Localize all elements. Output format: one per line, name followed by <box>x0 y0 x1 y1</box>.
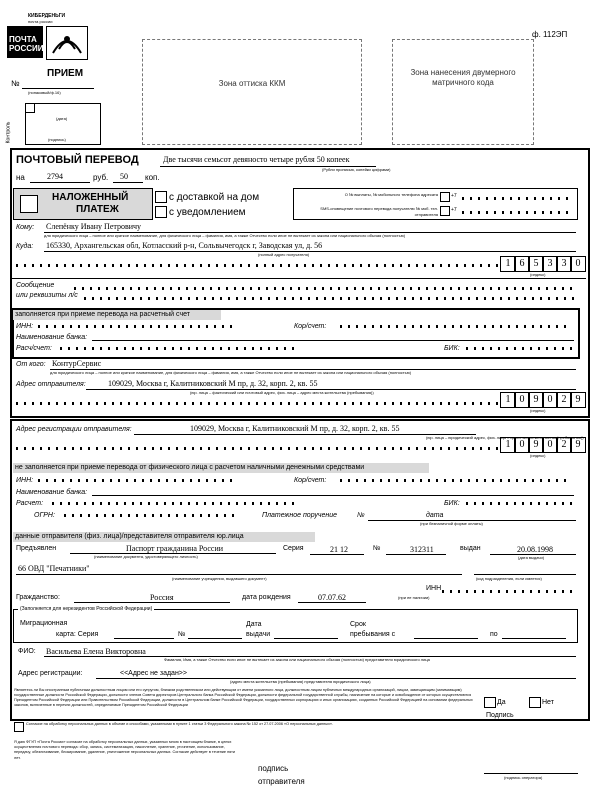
sender-index-sub: (индекс) <box>530 408 546 413</box>
ot-kogo-label: От кого: <box>16 361 46 368</box>
cash-korschet-field[interactable] <box>340 479 572 482</box>
amount-words-sub: (Рубли прописью, копейки цифрами) <box>322 167 391 172</box>
card-num-label: № <box>178 631 186 638</box>
payment-order-num-label: № <box>357 512 365 519</box>
term-to-label: по <box>490 631 498 638</box>
eagle-emblem-icon <box>46 26 88 60</box>
form-code: ф. 112ЭП <box>532 30 568 39</box>
issued-label: выдан <box>460 545 481 552</box>
yes-label: Да <box>497 699 506 706</box>
index-digit: 0 <box>514 437 530 453</box>
account-inn-field[interactable] <box>38 325 238 328</box>
account-raschet-label: Расч/счет: <box>16 345 52 352</box>
inn-person-label: ИНН <box>426 585 442 592</box>
account-bik-label: БИК: <box>444 345 460 352</box>
priem-number-sub: (понаковый/ф.16) <box>28 90 61 95</box>
registration-sub: (юр. лица – юридический адрес, физ. лица – адрес места жительства (пребывания)) <box>426 435 584 440</box>
home-delivery-label: с доставкой на дом <box>169 192 260 203</box>
na-label: на <box>16 173 25 182</box>
sender-sign-line2: отправителя <box>258 777 305 786</box>
index-digit: 1 <box>500 256 516 272</box>
komu-label: Кому: <box>16 224 35 231</box>
presented-label: Предъявлен <box>16 545 57 552</box>
plus7-sender: +7 <box>451 207 457 213</box>
sender-address-label: Адрес отправителя: <box>16 381 86 388</box>
payment-order-date-label: дата <box>426 512 444 519</box>
account-inn-label: ИНН: <box>16 323 34 330</box>
priem-number-label: № <box>11 79 20 88</box>
index-digit: 2 <box>556 392 572 408</box>
reg-sub: (адрес места жительства (пребывания) представителя юридического лица) <box>230 679 371 684</box>
sms-sender-label: SMS-оповещение почтового перевода получателю № моб. тел. отправителя <box>320 206 438 217</box>
home-delivery-checkbox[interactable] <box>155 191 167 203</box>
doc-sub: (наименование документа, удостоверяющего личность) <box>94 554 198 559</box>
account-korschet-field[interactable] <box>340 325 572 328</box>
cash-bik-field[interactable] <box>466 502 574 505</box>
cash-block-title: не заполняется при приеме перевода от физического лица с расчетом наличными денежными средствами <box>13 463 429 473</box>
sender-address-sub: (юр. лица – фактический или почтовый адрес, физ. лица – адрес места жительства (пребывания)) <box>190 390 374 395</box>
index-digit: 0 <box>570 256 586 272</box>
citizenship-label: Гражданство: <box>16 594 60 601</box>
podrazdel-sub: (код подразделения, если имеется) <box>476 576 542 581</box>
sender-data-title: данные отправителя (физ. лица)/представителя отправителя юр.лица <box>13 532 315 542</box>
cod-line2: ПЛАТЕЖ <box>76 204 119 215</box>
term-label2: пребывания с <box>350 631 396 638</box>
cash-bik-label: БИК: <box>444 500 460 507</box>
kuda-value: 165330, Архангельская обл, Котласский р-н, Сольвычегодск г, Заводская ул, д. 56 <box>46 241 323 250</box>
inn-person-field[interactable] <box>442 590 576 593</box>
index-digit: 2 <box>556 437 572 453</box>
signature-label: Подпись <box>486 712 514 719</box>
consent-notes: Я даю ФГУП «Почта России» согласие на обработку персональных данных, указанных мною в настоящем бланке, в целях осуществления почтового перевода: сбор, запись, систематизацию, накопление, хранение, уточнение, использование, передачу, обезличивание, блокирование, удаление, уничтожение персональных данных. Согласие действует в течение пяти лет. <box>14 740 236 760</box>
kop-value: 50 <box>120 172 128 181</box>
kuda-sub: (полный адрес получателя) <box>258 252 310 257</box>
fio-label: ФИО: <box>18 648 36 655</box>
transfer-title: ПОЧТОВЫЙ ПЕРЕВОД <box>16 154 139 166</box>
index-digit: 0 <box>542 392 558 408</box>
kontrol-label: Контроль <box>5 121 12 144</box>
sms-payment-checkbox[interactable] <box>440 192 450 202</box>
account-block-title: заполняется при приеме перевода на расчетный счет <box>13 310 221 320</box>
sms-sender-checkbox[interactable] <box>440 206 450 216</box>
cash-ogrn-label: ОГРН: <box>34 512 55 519</box>
index-digit: 9 <box>528 437 544 453</box>
issue-date-label1: Дата <box>246 621 262 628</box>
registration-label: Адрес регистрации отправителя: <box>16 426 132 433</box>
index-digit: 1 <box>500 392 516 408</box>
logo-text: ПОЧТА РОССИИ <box>9 35 44 53</box>
index-digit: 3 <box>556 256 572 272</box>
index-digit: 1 <box>500 437 516 453</box>
cash-inn-field[interactable] <box>38 479 238 482</box>
cod-checkbox[interactable] <box>20 195 38 213</box>
logo <box>7 26 43 58</box>
cod-line1: НАЛОЖЕННЫЙ <box>52 192 129 203</box>
registration-index-sub: (индекс) <box>530 453 546 458</box>
term-label1: Срок <box>350 621 366 628</box>
index-digit: 6 <box>514 256 530 272</box>
disclaimer-text: Являетесь ли Вы иностранным публичным должностным лицом или его супругом, близким родственником или действующим от имени указанного лица, должностным лицом публичных международных организаций, лицом, замещающим (занимающим) государственные должности Российской Федерации, должности членов Совета директоров Центрального банка Российской Федерации, должности федеральной государственной службы, назначение на которые и освобождение от которых осуществляются Президентом Российской Федерации или Правительством Российской Федерации, должности в Центральном банке Российской Федерации, государственных корпорациях и иных организациях, созданных Российской Федерацией на основании федеральных законов, включенные в перечни должностей, определяемые Президентом Российской Федерации <box>14 688 473 707</box>
zone-matrix-text: Зона нанесения двумерного матричного кода <box>410 68 516 87</box>
migration-label: Миграционная <box>20 620 68 627</box>
account-raschet-field[interactable] <box>60 347 300 350</box>
sender-sign-line1: подпись <box>258 764 289 773</box>
recipient-index-sub: (индекс) <box>530 272 546 277</box>
index-digit: 0 <box>542 437 558 453</box>
issuer-sub: (наименование учреждения, выдавшего документ) <box>172 576 267 581</box>
kop-label: коп. <box>145 173 160 182</box>
consent-checkbox[interactable] <box>14 722 24 732</box>
brand-line1: КИБЕРДЕНЬГИ <box>28 13 66 19</box>
consent-text: Согласие на обработку персональных данных в объеме и способами, указанными в пункте 1 статьи 3 Федерального закона № 152 от 27.07.2006 «О персональных данных». <box>26 722 334 726</box>
brand-line2: почта россии <box>28 19 53 24</box>
komu-sub: для юридического лица – полное или краткое наименование, для физического лица – фамилия, имя, а также Отчество если иное не вытекает из закона или национального обычая (полностью) <box>44 233 406 238</box>
notification-label: с уведомлением <box>169 207 246 218</box>
cash-raschet-label: Расчет: <box>16 500 44 507</box>
zone-matrix <box>392 39 534 145</box>
registration-value: 109029, Москва г, Калитниковский М пр, д. 32, корп. 2, кв. 55 <box>190 424 400 433</box>
index-digit: 0 <box>514 392 530 408</box>
index-digit: 5 <box>528 256 544 272</box>
doc-num-value: 312311 <box>410 545 434 554</box>
dob-value: 07.07.62 <box>318 593 346 602</box>
priem-date-sub: (дата) <box>56 116 68 121</box>
ot-kogo-value: КонтурСервис <box>52 359 102 368</box>
sender-address-value: 109029, Москва г, Калитниковский М пр, д. 32, корп. 2, кв. 55 <box>108 379 318 388</box>
issued-sub: (дата выдачи) <box>518 555 545 560</box>
account-bank-label: Наименование банка: <box>16 334 88 341</box>
plus7-payment: +7 <box>451 193 457 199</box>
rub-label: руб. <box>93 173 109 182</box>
cash-raschet-field[interactable] <box>52 502 300 505</box>
yes-checkbox[interactable] <box>484 697 496 708</box>
message-line[interactable] <box>74 287 574 290</box>
operator-sign-sub: (подпись оператора) <box>504 775 543 780</box>
notification-checkbox[interactable] <box>155 206 167 218</box>
card-label: карта: Серия <box>56 631 99 638</box>
cash-inn-label: ИНН: <box>16 477 34 484</box>
cash-ogrn-field[interactable] <box>64 514 236 517</box>
doc-value: Паспорт гражданина России <box>126 544 224 553</box>
doc-num-label: № <box>373 545 381 552</box>
no-label: Нет <box>542 699 554 706</box>
zone-kkm-text: Зона оттиска ККМ <box>218 79 286 88</box>
priem-title: ПРИЕМ <box>47 68 84 79</box>
komu-value: Слепёнку Ивану Петровичу <box>46 222 142 231</box>
fio-value: Васильева Елена Викторовна <box>46 647 146 656</box>
zone-kkm <box>142 39 362 145</box>
series-value: 21 12 <box>330 545 348 554</box>
amount-words: Две тысячи семьсот девяносто четыре рубля 50 копеек <box>163 155 350 164</box>
no-checkbox[interactable] <box>529 697 541 708</box>
cash-bank-label: Наименование банка: <box>16 489 88 496</box>
inn-person-sub: (при ее наличии) <box>398 595 430 600</box>
payment-order-date-sub: (при безналичной форме оплаты) <box>420 521 483 526</box>
payment-order-label: Платежное поручение <box>262 512 338 519</box>
dob-label: дата рождения <box>242 594 291 601</box>
index-digit: 3 <box>542 256 558 272</box>
index-digit: 9 <box>528 392 544 408</box>
priem-sign-sub: (подпись) <box>48 137 66 142</box>
kuda-label: Куда: <box>16 243 34 250</box>
fio-sub: Фамилия, Имя, а также Отчество если иное не вытекает из закона или национального обычая (полностью) представителя юридического лица <box>164 657 430 662</box>
issued-value: 20.08.1998 <box>517 545 553 554</box>
cod-block <box>13 188 153 220</box>
reg-label: Адрес регистрации: <box>18 670 83 677</box>
account-korschet-label: Кор/счет: <box>294 323 327 330</box>
index-digit: 9 <box>570 437 586 453</box>
index-digit: 9 <box>570 392 586 408</box>
issue-date-label2: выдачи <box>246 631 271 638</box>
control-area <box>25 103 101 145</box>
ot-kogo-sub: для юридического лица – полное или краткое наименование, для физического лица – фамилия, имя, а также Отчество если иное не вытекает из закона или национального обычая (полностью) <box>50 370 412 375</box>
rub-value: 2794 <box>47 172 63 181</box>
cash-korschet-label: Кор/счет: <box>294 477 327 484</box>
reg-value: <<Адрес не задан>> <box>120 670 187 677</box>
account-bik-field[interactable] <box>466 347 574 350</box>
sms-payment-label: О № выплаты, № мобильного телефона адресата <box>344 192 438 197</box>
foreign-title: (Заполняется для нерезидентов Российской Федерации) <box>20 606 153 612</box>
citizenship-value: Россия <box>150 593 174 602</box>
message-label1: Сообщение <box>16 282 55 289</box>
series-label: Серия <box>283 545 304 552</box>
message-label2: или реквизиты л/с <box>16 292 78 299</box>
issuer-value: 66 ОВД "Печатники" <box>18 564 90 573</box>
